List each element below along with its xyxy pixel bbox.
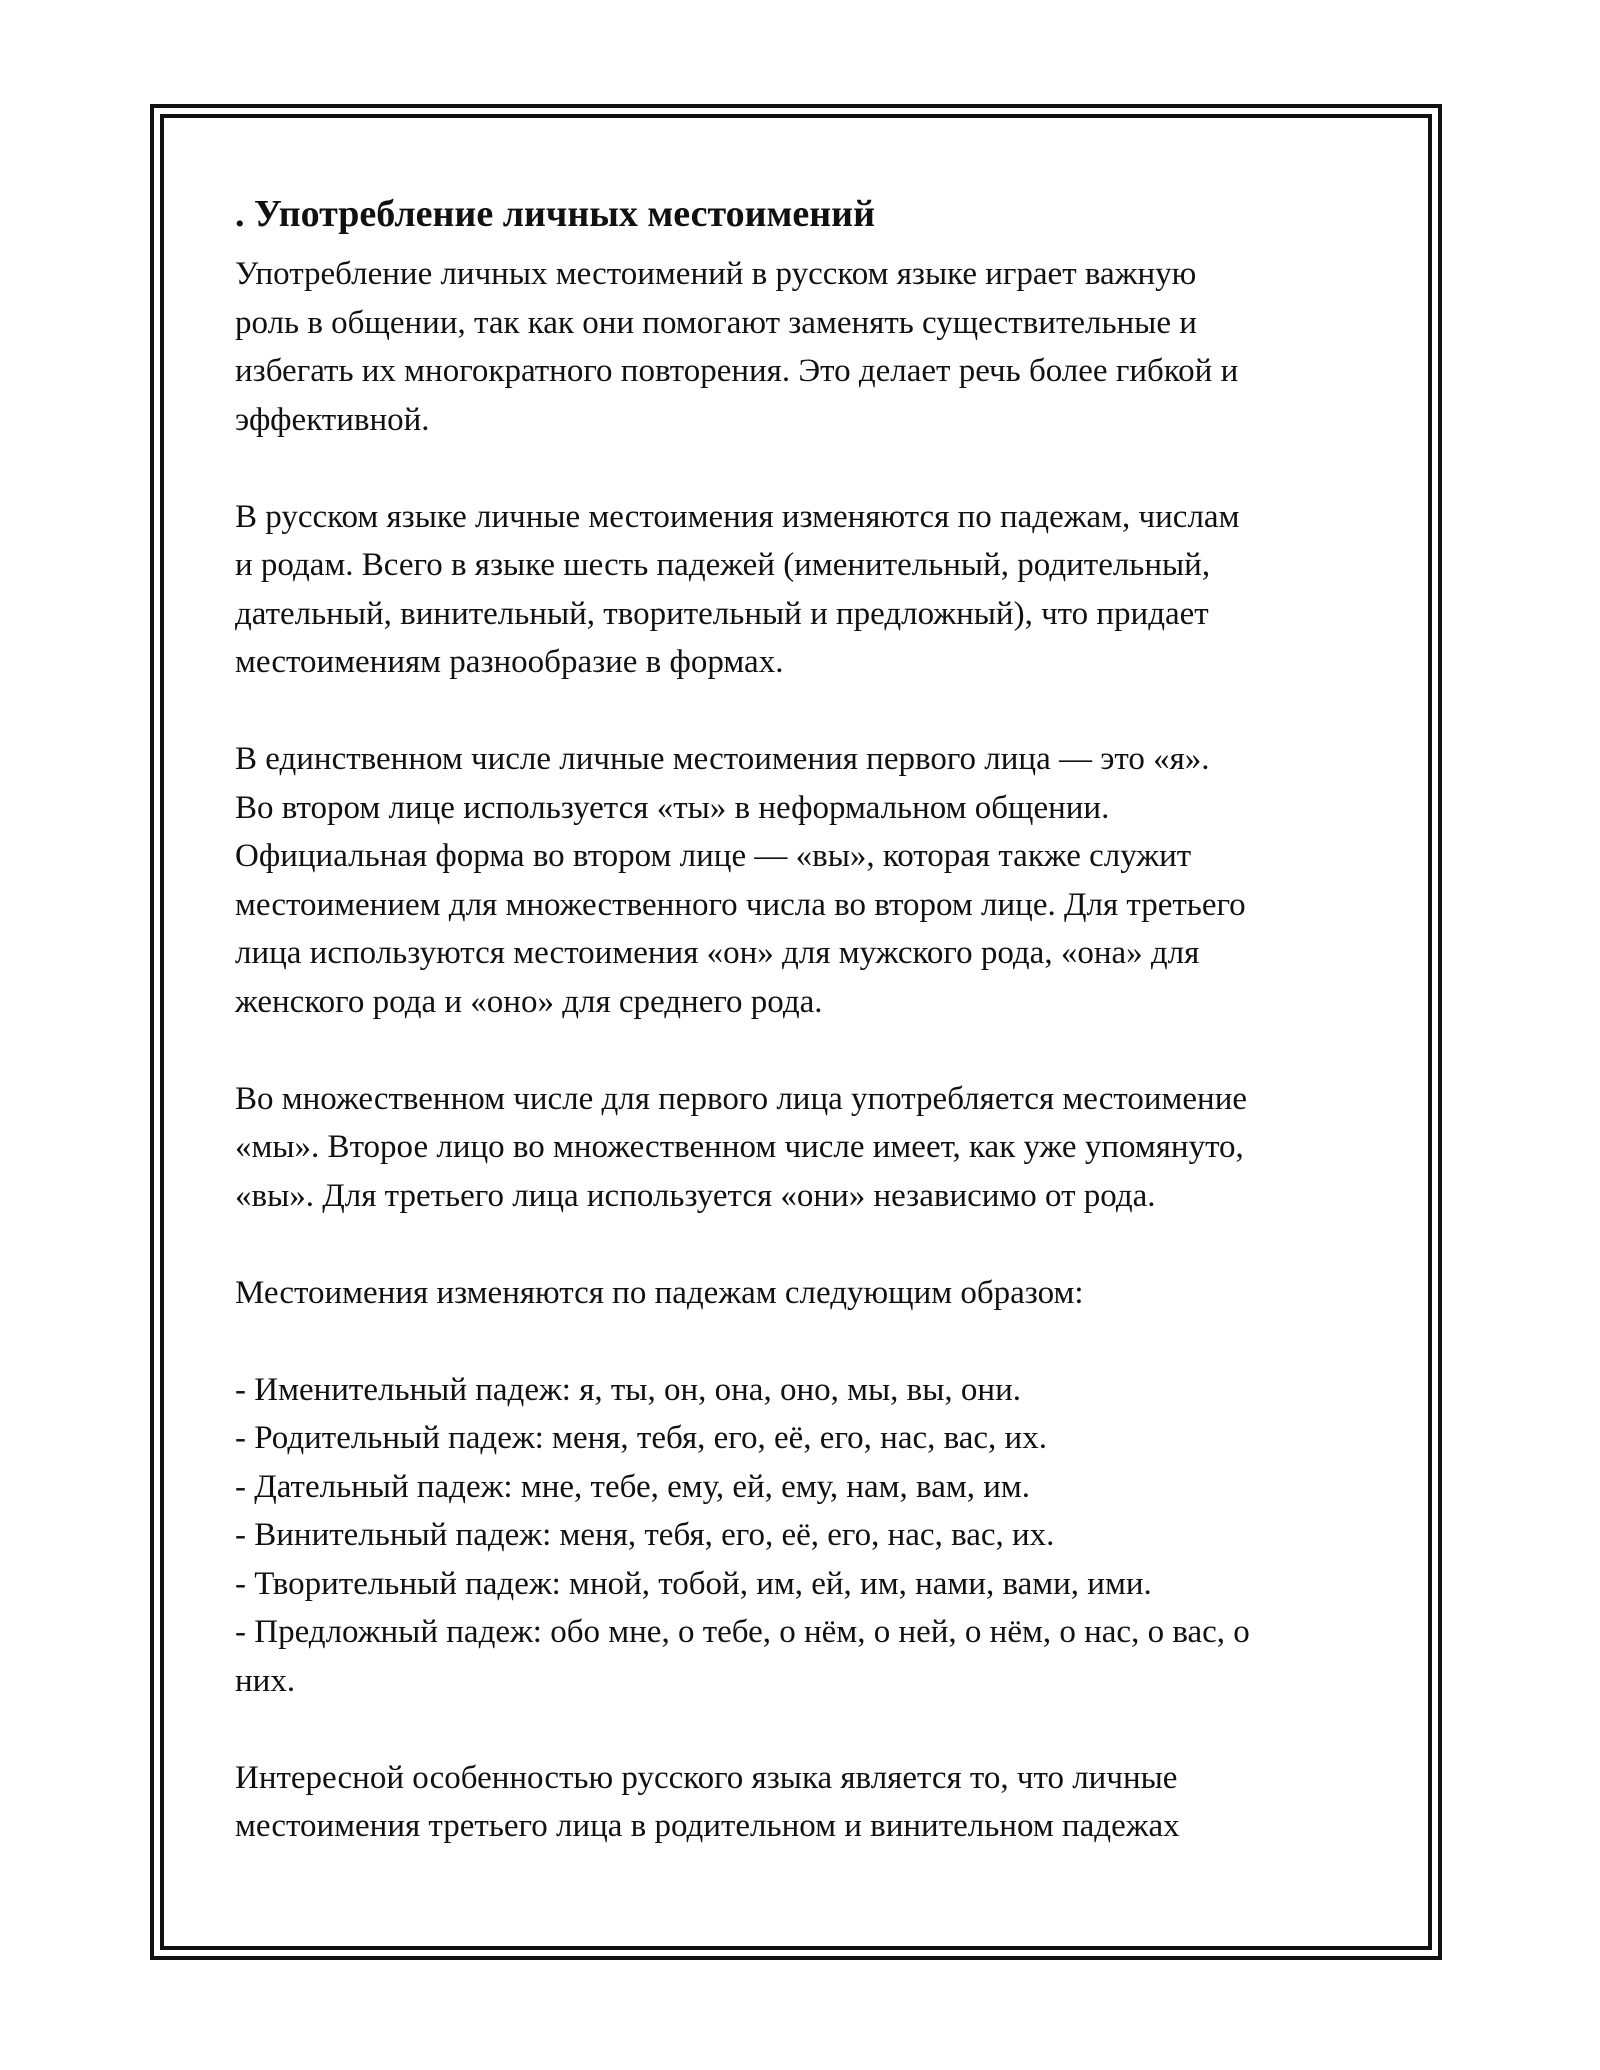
paragraph-declension — [235, 493, 1375, 687]
text-line: роль в общении, так как они помогают заменять существительные и — [235, 304, 1197, 341]
text-line: дательный, винительный, творительный и предложный), что придает — [235, 595, 1209, 632]
paragraph-intro — [235, 250, 1375, 444]
text-line: лица используются местоимения «он» для мужского рода, «она» для — [235, 935, 1200, 971]
text-line: и родам. Всего в языке шесть падежей (именительный, родительный, — [235, 547, 1211, 583]
paragraph-feature — [235, 1754, 1375, 1851]
case-list — [235, 1366, 1375, 1706]
case-list-item: - Именительный падеж: я, ты, он, она, оно, мы, вы, они. — [235, 1371, 1021, 1408]
text-line: эффективной. — [235, 401, 430, 438]
case-list-item: - Творительный падеж: мной, тобой, им, ей, им, нами, вами, ими. — [235, 1565, 1152, 1602]
case-list-item: - Родительный падеж: меня, тебя, его, её, его, нас, вас, их. — [235, 1420, 1047, 1456]
text-line: местоимениям разнообразие в формах. — [235, 644, 784, 680]
text-line: избегать их многократного повторения. Это делает речь более гибкой и — [235, 353, 1239, 389]
text-line: «мы». Второе лицо во множественном числе имеет, как уже упомянуто, — [235, 1129, 1244, 1165]
text-line: женского рода и «оно» для среднего рода. — [235, 983, 823, 1020]
case-list-item: - Винительный падеж: меня, тебя, его, её, его, нас, вас, их. — [235, 1517, 1055, 1553]
document-title: . Употребление личных местоимений — [235, 193, 875, 235]
case-list-item: - Предложный падеж: обо мне, о тебе, о нём, о ней, о нём, о нас, о вас, о — [235, 1614, 1250, 1650]
paragraph-cases-intro — [235, 1269, 1375, 1318]
case-list-item: них. — [235, 1662, 296, 1699]
text-line: В русском языке личные местоимения изменяются по падежам, числам — [235, 498, 1240, 535]
paragraph-singular — [235, 735, 1375, 1026]
paragraph-plural — [235, 1075, 1375, 1221]
text-line: Во втором лице используется «ты» в неформальном общении. — [235, 789, 1110, 826]
case-list-item: - Дательный падеж: мне, тебе, ему, ей, ему, нам, вам, им. — [235, 1468, 1031, 1505]
text-line: «вы». Для третьего лица используется «они» независимо от рода. — [235, 1177, 1156, 1214]
text-line: Во множественном числе для первого лица употребляется местоимение — [235, 1080, 1248, 1117]
text-line: Официальная форма во втором лице — «вы», которая также служит — [235, 838, 1192, 874]
text-line: Употребление личных местоимений в русском языке играет важную — [235, 256, 1197, 292]
text-line: В единственном числе личные местоимения первого лица — это «я». — [235, 741, 1210, 777]
text-line: местоимением для множественного числа во втором лице. Для третьего — [235, 886, 1246, 923]
text-line: местоимения третьего лица в родительном и винительном падежах — [235, 1808, 1180, 1844]
text-line: Интересной особенностью русского языка является то, что личные — [235, 1759, 1178, 1796]
text-line: Местоимения изменяются по падежам следующим образом: — [235, 1274, 1084, 1311]
document-body — [235, 190, 1375, 1899]
